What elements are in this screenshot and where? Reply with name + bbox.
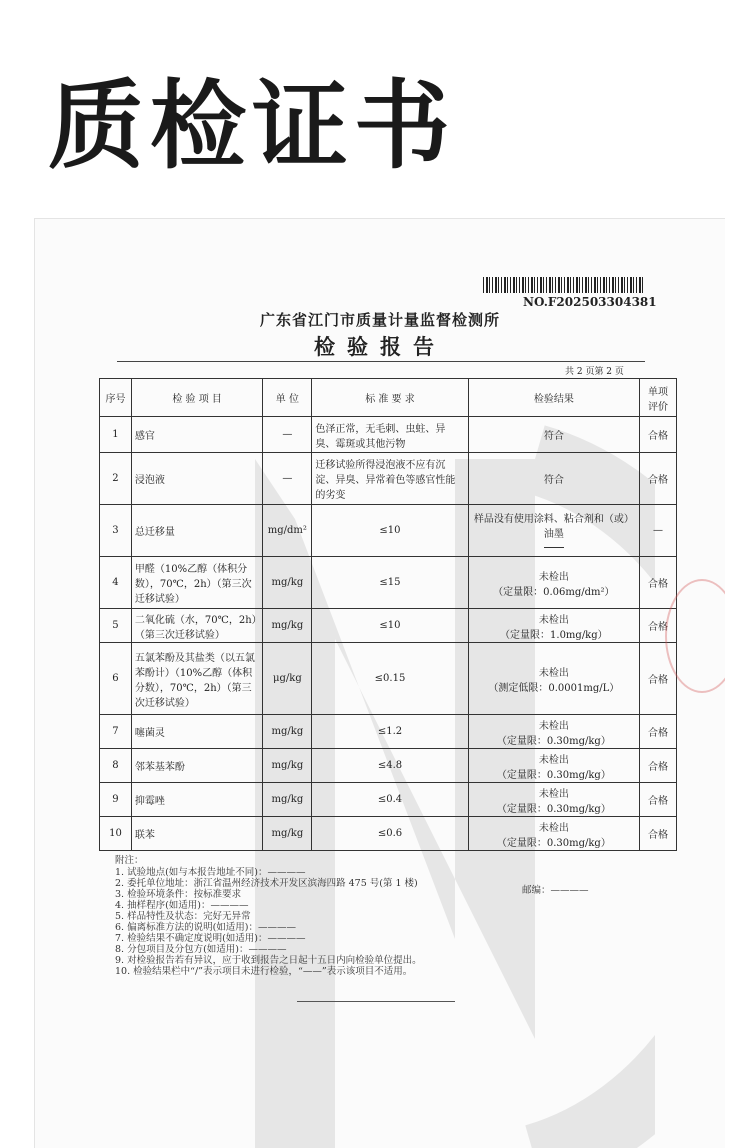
table-row: [100, 505, 677, 557]
row-standard: ≤0.6: [312, 817, 468, 851]
result-line: （定量限：0.30mg/kg）: [496, 735, 611, 747]
row-result: [468, 715, 639, 749]
note-line: 9. 对检验报告若有异议，应于收到报告之日起十五日内向检验单位提出。: [115, 955, 422, 966]
page-count: 共 2 页第 2 页: [565, 367, 624, 377]
row-item: 五氯苯酚及其盐类（以五氯苯酚计）（10%乙醇（体积分数），70℃，2h）（第三次迁移试验）: [131, 643, 262, 715]
row-no: 6: [100, 643, 132, 715]
row-no: 10: [100, 817, 132, 851]
result-line: 样品没有使用涂料、粘合剂和（或）油墨: [473, 514, 634, 540]
row-evaluation: 合格: [640, 817, 677, 851]
result-line: 未检出: [538, 822, 569, 834]
result-line: （定量限：0.30mg/kg）: [496, 769, 611, 781]
row-standard: ≤0.4: [312, 783, 468, 817]
table-row: [100, 749, 677, 783]
header-standard: 标 准 要 求: [312, 379, 468, 417]
row-result: [468, 749, 639, 783]
row-no: 9: [100, 783, 132, 817]
result-line: （定量限：1.0mg/kg）: [500, 629, 608, 641]
row-no: 1: [100, 417, 132, 453]
row-unit: —: [263, 417, 312, 453]
table-row: [100, 453, 677, 505]
note-line: 5. 样品特性及状态：完好无异常: [115, 911, 251, 922]
result-line: 未检出: [538, 571, 569, 583]
note-line: 8. 分包项目及分包方(如适用)：————: [115, 944, 287, 955]
header-item: 检 验 项 目: [131, 379, 262, 417]
table-row: [100, 715, 677, 749]
divider: [117, 361, 645, 362]
row-evaluation: 合格: [640, 453, 677, 505]
row-item: 总迁移量: [131, 505, 262, 557]
table-row: [100, 609, 677, 643]
row-unit: mg/kg: [263, 817, 312, 851]
notes-head: 附注：: [115, 855, 144, 866]
row-evaluation: 合格: [640, 557, 677, 609]
row-result: [468, 505, 639, 557]
row-evaluation: 合格: [640, 643, 677, 715]
note-line: 6. 偏离标准方法的说明(如适用)：————: [115, 922, 296, 933]
note-line: 3. 检验环境条件：按标准要求: [115, 889, 242, 900]
row-item: 邻苯基苯酚: [131, 749, 262, 783]
table-header-row: [100, 379, 677, 417]
row-standard: ≤10: [312, 609, 468, 643]
row-item: 联苯: [131, 817, 262, 851]
row-item: 二氧化硫（水，70℃，2h）（第三次迁移试验）: [131, 609, 262, 643]
barcode-icon: [483, 277, 643, 293]
row-result: [468, 417, 639, 453]
note-line: 2. 委托单位地址：浙江省温州经济技术开发区滨海四路 475 号(第 1 楼): [115, 878, 418, 889]
note-line: 7. 检验结果不确定度说明(如适用)：————: [115, 933, 306, 944]
table-row: [100, 417, 677, 453]
table-row: [100, 783, 677, 817]
header-unit: 单 位: [263, 379, 312, 417]
inspection-report-sheet: [34, 218, 725, 1148]
report-title: 检验报告: [314, 334, 446, 359]
row-no: 2: [100, 453, 132, 505]
row-evaluation: 合格: [640, 783, 677, 817]
note-line: 4. 抽样程序(如适用)：————: [115, 900, 249, 911]
row-unit: mg/dm²: [263, 505, 312, 557]
result-line: 未检出: [538, 720, 569, 732]
row-item: 抑霉唑: [131, 783, 262, 817]
note-line: 10. 检验结果栏中“/”表示项目未进行检验，“——”表示该项目不适用。: [115, 966, 413, 977]
row-result: [468, 643, 639, 715]
header-evaluation: 单项评价: [640, 379, 677, 417]
result-line: 未检出: [538, 667, 569, 679]
row-result: [468, 609, 639, 643]
row-no: 5: [100, 609, 132, 643]
result-line: 未检出: [538, 754, 569, 766]
row-standard: 迁移试验所得浸泡液不应有沉淀、异臭、异常着色等感官性能的劣变: [312, 453, 468, 505]
row-evaluation: 合格: [640, 417, 677, 453]
row-evaluation: —: [640, 505, 677, 557]
organization-name: 广东省江门市质量计量监督检测所: [259, 311, 500, 329]
result-line: （定量限：0.30mg/kg）: [496, 837, 611, 849]
row-no: 8: [100, 749, 132, 783]
result-line: （定量限：0.06mg/dm²）: [493, 586, 615, 598]
row-standard: ≤0.15: [312, 643, 468, 715]
note-line: 1. 试验地点(如与本报告地址不同)：————: [115, 867, 306, 878]
row-result: [468, 453, 639, 505]
row-standard: ≤10: [312, 505, 468, 557]
table-row: [100, 557, 677, 609]
row-no: 4: [100, 557, 132, 609]
row-unit: mg/kg: [263, 715, 312, 749]
row-standard: ≤15: [312, 557, 468, 609]
report-number: NO.F202503304381: [523, 295, 657, 309]
dash-line: [544, 547, 564, 548]
row-evaluation: 合格: [640, 609, 677, 643]
result-line: 符合: [543, 475, 564, 486]
page-heading: 质检证书: [48, 70, 456, 182]
divider: [297, 1001, 455, 1002]
table-row: [100, 817, 677, 851]
row-result: [468, 817, 639, 851]
row-evaluation: 合格: [640, 749, 677, 783]
header-result: 检验结果: [468, 379, 639, 417]
result-line: 未检出: [538, 788, 569, 800]
result-line: 未检出: [538, 614, 569, 626]
row-unit: mg/kg: [263, 609, 312, 643]
row-unit: μg/kg: [263, 643, 312, 715]
row-unit: —: [263, 453, 312, 505]
row-result: [468, 783, 639, 817]
row-result: [468, 557, 639, 609]
result-line: 符合: [543, 431, 564, 442]
row-no: 7: [100, 715, 132, 749]
row-unit: mg/kg: [263, 749, 312, 783]
header-no: 序号: [100, 379, 132, 417]
result-line: （测定低限：0.0001mg/L）: [488, 682, 620, 694]
table-row: [100, 643, 677, 715]
notes-block: [115, 855, 422, 977]
row-evaluation: 合格: [640, 715, 677, 749]
row-standard: ≤4.8: [312, 749, 468, 783]
row-unit: mg/kg: [263, 557, 312, 609]
row-standard: ≤1.2: [312, 715, 468, 749]
row-item: 浸泡液: [131, 453, 262, 505]
row-unit: mg/kg: [263, 783, 312, 817]
row-item: 感官: [131, 417, 262, 453]
row-no: 3: [100, 505, 132, 557]
row-item: 噻菌灵: [131, 715, 262, 749]
result-line: （定量限：0.30mg/kg）: [496, 803, 611, 815]
row-item: 甲醛（10%乙醇（体积分数），70℃，2h）（第三次迁移试验）: [131, 557, 262, 609]
postcode-label: 邮编：————: [522, 885, 589, 896]
inspection-table: [99, 378, 677, 851]
row-standard: 色泽正常，无毛刺、虫蛀、异臭、霉斑或其他污物: [312, 417, 468, 453]
